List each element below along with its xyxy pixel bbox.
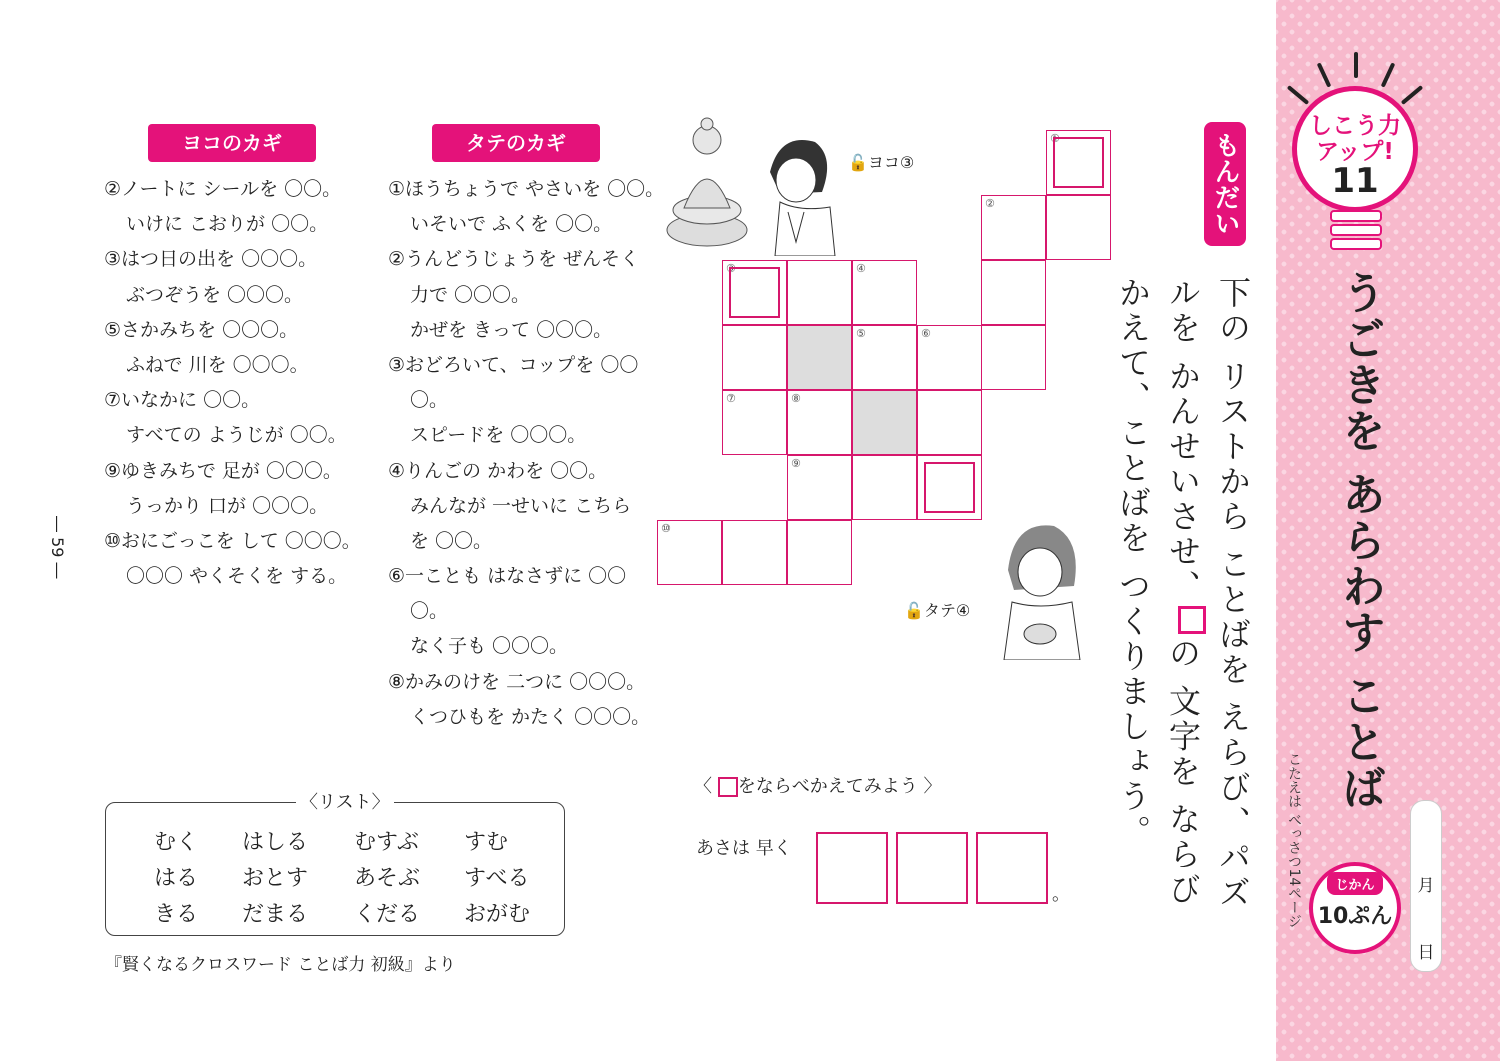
clue-line: うっかり 口が 〇〇〇。 bbox=[126, 494, 329, 517]
clue-line: いけに こおりが 〇〇。 bbox=[126, 213, 329, 236]
clue-line: 〇〇〇 やくそくを する。 bbox=[126, 565, 348, 588]
marked-square-icon bbox=[718, 777, 738, 797]
date-box bbox=[1410, 800, 1442, 972]
list-word: むすぶ bbox=[354, 830, 419, 855]
grid-cell[interactable] bbox=[917, 455, 982, 520]
time-badge bbox=[1309, 862, 1401, 954]
grid-cell[interactable] bbox=[917, 325, 982, 390]
clue-line: ③はつ日の出を 〇〇〇。 bbox=[104, 248, 318, 271]
clue-line: いそいで ふくを 〇〇。 bbox=[410, 213, 613, 236]
lightbulb-badge bbox=[1292, 86, 1418, 212]
grid-cell[interactable] bbox=[787, 455, 852, 520]
clue-line: みんなが 一せいに こちら bbox=[410, 494, 632, 517]
praying-woman-icon bbox=[760, 132, 840, 256]
tate-clue-tag: タテのカギ bbox=[432, 124, 600, 162]
marked-square-icon bbox=[1178, 606, 1206, 634]
clue-line: ④りんごの かわを 〇〇。 bbox=[388, 459, 608, 482]
grid-cell[interactable] bbox=[787, 520, 852, 585]
hint-yoko3 bbox=[848, 150, 914, 173]
grid-cell[interactable] bbox=[852, 455, 917, 520]
clue-number: ⑨ bbox=[791, 457, 801, 470]
clue-line: ②ノートに シールを 〇〇。 bbox=[104, 178, 342, 200]
grid-cell[interactable] bbox=[722, 260, 787, 325]
lock-icon: 🔓 bbox=[904, 601, 924, 620]
clue-line: くつひもを かたく 〇〇〇。 bbox=[410, 705, 651, 728]
clue-number: ④ bbox=[856, 262, 866, 275]
grid-cell[interactable] bbox=[657, 520, 722, 585]
series-label: しこう力 bbox=[1309, 113, 1401, 139]
hint-text: をならべかえてみよう 〉 bbox=[737, 776, 942, 797]
page-number: ― 59 ― bbox=[48, 516, 67, 579]
clue-line: スピードを 〇〇〇。 bbox=[410, 424, 587, 447]
grid-cell[interactable] bbox=[787, 390, 852, 455]
yoko-clue-tag: ヨコのカギ bbox=[148, 124, 316, 162]
clue-number: ⑩ bbox=[661, 522, 671, 535]
clue-line: ⑨ゆきみちで 足が 〇〇〇。 bbox=[104, 459, 342, 482]
clue-line: ⑩おにごっこを して 〇〇〇。 bbox=[104, 529, 361, 552]
word-list-box bbox=[105, 802, 565, 936]
grid-cell[interactable] bbox=[787, 260, 852, 325]
clue-line: ふねで 川を 〇〇〇。 bbox=[126, 353, 309, 376]
clue-number: ⑦ bbox=[726, 392, 736, 405]
page-title: うごきを あらわす ことば bbox=[1334, 270, 1385, 811]
clue-line: 〇。 bbox=[410, 389, 449, 412]
list-word: むく bbox=[154, 830, 199, 855]
clue-line: ①ほうちょうで やさいを 〇〇。 bbox=[388, 178, 665, 200]
instruction-line: ルを かんせいさせ、 bbox=[1164, 276, 1202, 605]
answer-period: 。 bbox=[1052, 884, 1070, 905]
lock-icon: 🔓 bbox=[848, 153, 868, 172]
list-word: だまる bbox=[242, 902, 309, 927]
clue-line: ⑥一ことも はなさずに 〇〇 bbox=[388, 565, 627, 588]
clue-line: を 〇〇。 bbox=[410, 529, 493, 552]
clue-line: すべての ようじが 〇〇。 bbox=[126, 424, 347, 447]
instruction-line: 下の リストから ことばを えらび、パズ bbox=[1214, 276, 1252, 911]
hint-bracket: 〈 bbox=[694, 776, 712, 797]
word-list-title: 〈リスト〉 bbox=[296, 788, 394, 814]
bulb-ray bbox=[1354, 52, 1358, 78]
grid-cell[interactable] bbox=[852, 260, 917, 325]
hint-label: ヨコ③ bbox=[867, 153, 915, 172]
list-word: あそぶ bbox=[354, 866, 421, 891]
clue-line: ⑦いなかに 〇〇。 bbox=[104, 389, 261, 412]
list-word: くだる bbox=[354, 902, 421, 927]
blocked-cell bbox=[852, 390, 917, 455]
list-word: すむ bbox=[464, 830, 509, 855]
hint-label: タテ④ bbox=[923, 601, 971, 620]
problem-tag: もんだい bbox=[1204, 122, 1246, 246]
answer-box[interactable] bbox=[976, 832, 1048, 904]
grid-cell[interactable] bbox=[981, 260, 1046, 325]
tate-clue-list bbox=[388, 172, 664, 735]
series-number: 11 bbox=[1331, 161, 1379, 201]
grid-cell[interactable] bbox=[852, 325, 917, 390]
clue-number: ③ bbox=[726, 262, 736, 275]
rearrange-hint bbox=[694, 772, 941, 798]
clue-line: ⑤さかみちを 〇〇〇。 bbox=[104, 318, 299, 341]
grid-cell[interactable] bbox=[1046, 130, 1111, 195]
clue-number: ⑤ bbox=[856, 327, 866, 340]
time-value: 10ぷん bbox=[1317, 904, 1393, 929]
day-label: 日 bbox=[1417, 943, 1435, 963]
list-word: すべる bbox=[464, 866, 530, 891]
grid-cell[interactable] bbox=[1046, 195, 1111, 260]
answer-reference: こたえは べっさつ14ページ bbox=[1286, 752, 1302, 929]
buddha-statue-icon bbox=[664, 110, 750, 250]
month-label: 月 bbox=[1417, 876, 1435, 896]
series-label-2: アップ! bbox=[1316, 139, 1394, 165]
grid-cell[interactable] bbox=[917, 390, 982, 455]
instruction-line: の 文字を ならび bbox=[1164, 636, 1202, 908]
list-word: はしる bbox=[242, 830, 309, 855]
grid-cell[interactable] bbox=[722, 325, 787, 390]
clue-number: ① bbox=[1050, 132, 1060, 145]
grid-cell[interactable] bbox=[981, 325, 1046, 390]
instructions bbox=[1108, 276, 1258, 976]
bulb-base-icon bbox=[1330, 208, 1382, 254]
clue-line: 〇。 bbox=[410, 600, 449, 623]
clue-line: ぶつぞうを 〇〇〇。 bbox=[126, 283, 304, 306]
clue-line: ⑧かみのけを 二つに 〇〇〇。 bbox=[388, 670, 646, 693]
instruction-line: かえて、ことばを つくりましょう。 bbox=[1114, 276, 1152, 850]
clue-line: 力で 〇〇〇。 bbox=[410, 283, 531, 306]
yoko-clue-list bbox=[104, 172, 361, 594]
time-label: じかん bbox=[1327, 872, 1382, 895]
hint-tate4 bbox=[904, 598, 970, 621]
list-word: はる bbox=[154, 866, 199, 891]
grid-cell[interactable] bbox=[722, 520, 787, 585]
clue-number: ⑧ bbox=[791, 392, 801, 405]
clue-line: かぜを きって 〇〇〇。 bbox=[410, 318, 613, 341]
answer-box[interactable] bbox=[896, 832, 968, 904]
grid-cell[interactable] bbox=[722, 390, 787, 455]
cooking-woman-icon bbox=[994, 520, 1088, 660]
source-note: 『賢くなるクロスワード ことば力 初級』より bbox=[105, 955, 456, 975]
answer-box[interactable] bbox=[816, 832, 888, 904]
list-word: きる bbox=[154, 902, 199, 927]
answer-prompt: あさは 早く bbox=[696, 838, 792, 859]
clue-line: なく子も 〇〇〇。 bbox=[410, 635, 569, 658]
clue-number: ⑥ bbox=[921, 327, 931, 340]
clue-line: ②うんどうじょうを ぜんそく bbox=[388, 248, 640, 271]
list-word: おがむ bbox=[464, 902, 531, 927]
grid-cell[interactable] bbox=[981, 195, 1046, 260]
list-word: おとす bbox=[242, 866, 309, 891]
clue-number: ② bbox=[985, 197, 995, 210]
clue-line: ③おどろいて、コップを 〇〇 bbox=[388, 353, 639, 376]
blocked-cell bbox=[787, 325, 852, 390]
